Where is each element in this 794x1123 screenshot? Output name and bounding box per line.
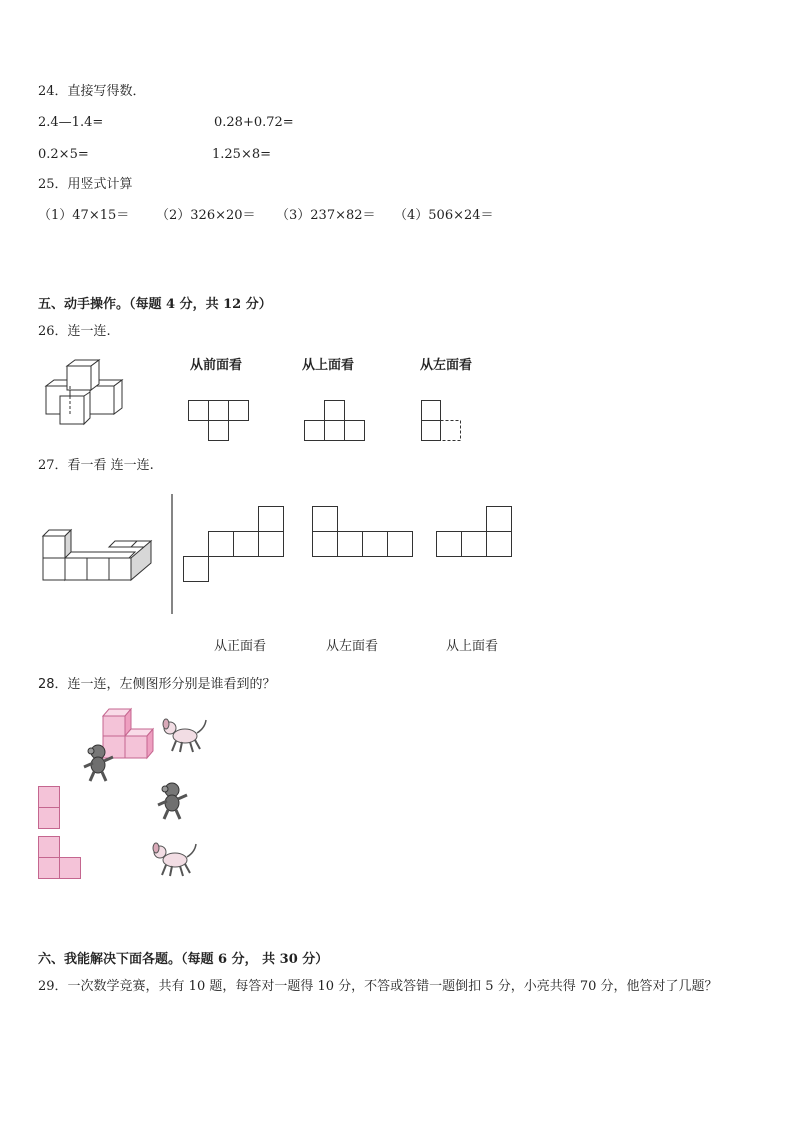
q28-title: 28．连一连，左侧图形分别是谁看到的？: [38, 677, 276, 692]
q27-view-front: 从正面看: [214, 639, 267, 654]
q24-title: 24．直接写得数．: [38, 84, 146, 99]
q25-item-3: （3）237×82＝: [276, 208, 376, 223]
q25-title: 25．用竖式计算: [38, 177, 133, 192]
q27-shape-b: [312, 506, 414, 558]
q26-view-top: 从上面看: [302, 358, 355, 373]
q27-title: 27．看一看 连一连.: [38, 458, 154, 473]
q25-item-2: （2）326×20＝: [156, 208, 256, 223]
q28-monkey-top-icon: [78, 743, 118, 783]
q28-monkey-mid-icon: [152, 781, 192, 821]
q27-divider: [171, 494, 175, 614]
section5-heading: 五、动手操作。（每题 4 分，共 12 分）: [38, 297, 272, 312]
section6-heading: 六、我能解决下面各题。（每题 6 分， 共 30 分）: [38, 952, 329, 967]
q28-pink-column-shape: [38, 786, 62, 830]
q29-text: 29．一次数学竞赛，共有 10 题，每答对一题得 10 分，不答或答错一题倒扣 5 分，小亮共得 70 分，他答对了几题？: [38, 979, 718, 994]
q27-view-top: 从上面看: [446, 639, 499, 654]
q28-dog-bottom-icon: [150, 840, 200, 880]
q26-front-view-shape: [188, 400, 250, 442]
q26-view-front: 从前面看: [190, 358, 243, 373]
q25-item-1: （1）47×15＝: [38, 208, 130, 223]
q27-view-left: 从左面看: [326, 639, 379, 654]
q26-view-left: 从左面看: [420, 358, 473, 373]
q27-shape-c: [436, 506, 513, 558]
q27-cube-figure: [40, 526, 155, 582]
q24-item-2: 0.28+0.72=: [214, 115, 294, 130]
q26-title: 26．连一连.: [38, 324, 111, 339]
q26-cube-figure: [40, 356, 140, 426]
q24-item-3: 0.2×5=: [38, 147, 89, 162]
q26-top-view-shape: [304, 400, 366, 442]
q24-item-4: 1.25×8=: [212, 147, 272, 162]
q24-item-1: 2.4—1.4=: [38, 115, 104, 130]
q28-pink-l-shape: [38, 836, 84, 880]
q26-left-view-shape: [421, 400, 463, 442]
q28-dog-top-icon: [160, 716, 210, 756]
q25-item-4: （4）506×24＝: [394, 208, 494, 223]
q27-shape-a: [183, 506, 285, 582]
